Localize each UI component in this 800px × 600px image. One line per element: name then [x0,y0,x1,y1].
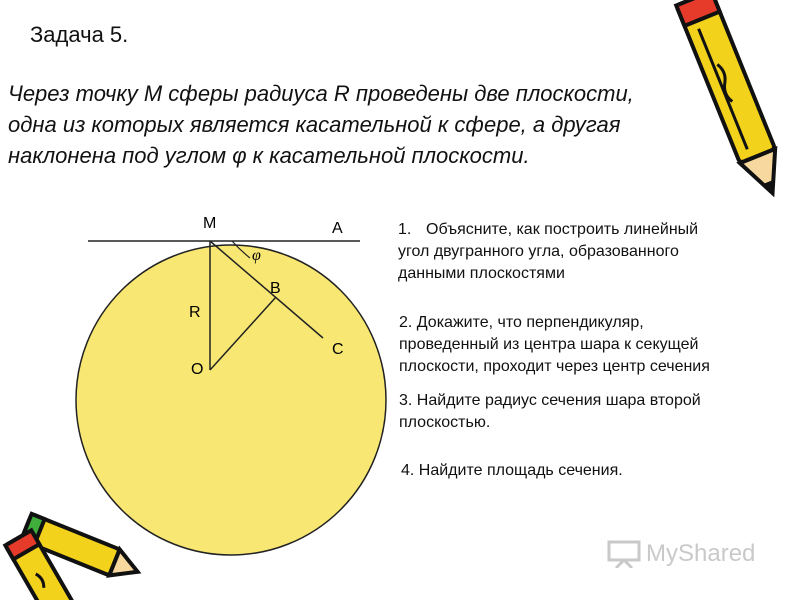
question-line: 3. Найдите радиус сечения шара второй [399,392,701,409]
question-line: 2. Докажите, что перпендикуляр, [399,314,644,331]
pencils-icon [0,480,150,600]
statement-line: Через точку М сферы радиуса R проведены две плоскости, [8,81,634,106]
watermark-text: MyShared [646,540,756,567]
question-line: Объясните, как построить линейный [426,221,699,238]
question-line: данными плоскостями [398,265,565,282]
question-line: плоскостью. [399,414,491,431]
statement-line: наклонена под углом φ к касательной плоскости. [8,143,530,168]
label-m: M [203,215,217,232]
label-r: R [189,304,201,321]
question-4: 4. Найдите площадь сечения. [401,462,623,479]
slide-title: Задача 5. [30,22,129,47]
statement-line: одна из которых является касательной к сфере, а другая [8,112,621,137]
label-phi: φ [252,247,261,264]
question-line: проведенный из центра шара к секущей [399,336,699,353]
question-line: плоскости, проходит через центр сечения [399,358,710,375]
label-a: A [332,220,343,237]
pencil-icon [672,0,800,200]
question-1 [398,219,698,285]
question-3 [399,390,701,434]
label-o: O [191,361,204,378]
question-line: угол двугранного угла, образованного [398,243,679,260]
question-2 [399,312,710,378]
question-1-number: 1. [398,221,412,238]
label-b: B [270,280,281,297]
label-c: C [332,341,344,358]
